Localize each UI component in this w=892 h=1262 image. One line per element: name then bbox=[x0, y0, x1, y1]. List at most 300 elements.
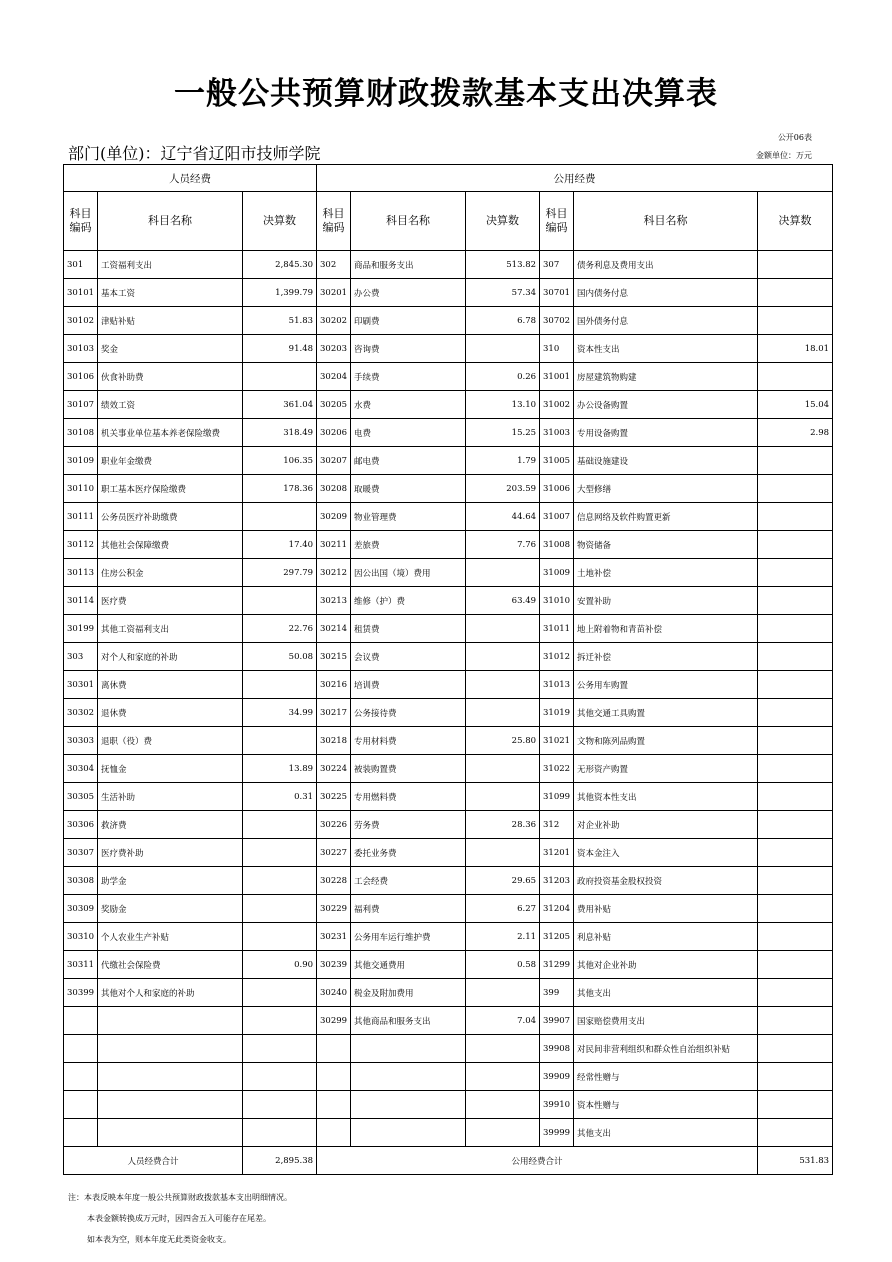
cell-name: 其他社会保障缴费 bbox=[98, 531, 243, 559]
cell-amount: 6.27 bbox=[466, 895, 540, 923]
cell-name: 专用材料费 bbox=[351, 727, 466, 755]
cell-code: 30299 bbox=[317, 1007, 351, 1035]
cell-code: 30306 bbox=[64, 811, 98, 839]
cell-code: 30217 bbox=[317, 699, 351, 727]
cell-code: 39907 bbox=[540, 1007, 574, 1035]
cell-name: 医疗费 bbox=[98, 587, 243, 615]
cell-amount bbox=[466, 839, 540, 867]
cell-code: 31005 bbox=[540, 447, 574, 475]
table-row bbox=[64, 363, 833, 391]
table-row bbox=[64, 895, 833, 923]
cell-amount bbox=[466, 1119, 540, 1147]
cell-code: 30302 bbox=[64, 699, 98, 727]
cell-amount: 297.79 bbox=[243, 559, 317, 587]
cell-name: 印刷费 bbox=[351, 307, 466, 335]
public-total-label: 公用经费合计 bbox=[317, 1147, 758, 1175]
cell-code: 31010 bbox=[540, 587, 574, 615]
table-row bbox=[64, 615, 833, 643]
cell-name: 奖金 bbox=[98, 335, 243, 363]
cell-name: 其他资本性支出 bbox=[574, 783, 758, 811]
table-row bbox=[64, 1007, 833, 1035]
cell-amount: 1.79 bbox=[466, 447, 540, 475]
cell-amount bbox=[466, 671, 540, 699]
cell-amount bbox=[243, 363, 317, 391]
cell-amount bbox=[758, 251, 833, 279]
cell-amount: 178.36 bbox=[243, 475, 317, 503]
cell-code: 399 bbox=[540, 979, 574, 1007]
cell-name bbox=[351, 1091, 466, 1119]
cell-name: 商品和服务支出 bbox=[351, 251, 466, 279]
cell-code: 31011 bbox=[540, 615, 574, 643]
cell-code: 30301 bbox=[64, 671, 98, 699]
cell-amount bbox=[758, 447, 833, 475]
cell-amount bbox=[758, 1091, 833, 1119]
cell-amount: 2.98 bbox=[758, 419, 833, 447]
table-row bbox=[64, 839, 833, 867]
cell-name: 拆迁补偿 bbox=[574, 643, 758, 671]
table-row bbox=[64, 727, 833, 755]
cell-code: 30113 bbox=[64, 559, 98, 587]
cell-code: 31003 bbox=[540, 419, 574, 447]
table-row bbox=[64, 1091, 833, 1119]
cell-amount bbox=[758, 727, 833, 755]
cell-code bbox=[64, 1091, 98, 1119]
cell-code: 30303 bbox=[64, 727, 98, 755]
cell-code: 30203 bbox=[317, 335, 351, 363]
cell-code: 31012 bbox=[540, 643, 574, 671]
cell-name: 会议费 bbox=[351, 643, 466, 671]
note-line: 如本表为空，则本年度无此类资金收支。 bbox=[87, 1235, 231, 1244]
cell-name: 国家赔偿费用支出 bbox=[574, 1007, 758, 1035]
cell-amount: 29.65 bbox=[466, 867, 540, 895]
table-row bbox=[64, 979, 833, 1007]
cell-amount: 203.59 bbox=[466, 475, 540, 503]
cell-amount bbox=[466, 335, 540, 363]
department-label: 部门(单位)：辽宁省辽阳市技师学院 bbox=[68, 144, 321, 163]
table-row bbox=[64, 923, 833, 951]
cell-name: 经常性赠与 bbox=[574, 1063, 758, 1091]
cell-name: 职工基本医疗保险缴费 bbox=[98, 475, 243, 503]
table-row bbox=[64, 587, 833, 615]
cell-name: 税金及附加费用 bbox=[351, 979, 466, 1007]
cell-code: 30112 bbox=[64, 531, 98, 559]
cell-code: 30309 bbox=[64, 895, 98, 923]
cell-code bbox=[317, 1063, 351, 1091]
cell-amount bbox=[758, 895, 833, 923]
cell-amount bbox=[466, 615, 540, 643]
cell-amount bbox=[243, 587, 317, 615]
cell-name: 因公出国（境）费用 bbox=[351, 559, 466, 587]
cell-name: 电费 bbox=[351, 419, 466, 447]
cell-amount: 1,399.79 bbox=[243, 279, 317, 307]
cell-amount bbox=[758, 979, 833, 1007]
cell-code: 302 bbox=[317, 251, 351, 279]
personnel-total-value: 2,895.38 bbox=[243, 1147, 317, 1175]
cell-amount: 18.01 bbox=[758, 335, 833, 363]
cell-amount: 361.04 bbox=[243, 391, 317, 419]
cell-code: 301 bbox=[64, 251, 98, 279]
cell-amount bbox=[758, 1007, 833, 1035]
cell-code: 30311 bbox=[64, 951, 98, 979]
cell-code: 31022 bbox=[540, 755, 574, 783]
cell-code: 30310 bbox=[64, 923, 98, 951]
cell-name: 机关事业单位基本养老保险缴费 bbox=[98, 419, 243, 447]
cell-code: 30106 bbox=[64, 363, 98, 391]
cell-name: 无形资产购置 bbox=[574, 755, 758, 783]
cell-amount: 17.40 bbox=[243, 531, 317, 559]
cell-amount: 13.10 bbox=[466, 391, 540, 419]
expenditure-table bbox=[63, 164, 833, 1175]
totals-row bbox=[64, 1147, 833, 1175]
cell-name: 物资储备 bbox=[574, 531, 758, 559]
cell-amount: 0.26 bbox=[466, 363, 540, 391]
cell-name: 咨询费 bbox=[351, 335, 466, 363]
cell-amount: 0.31 bbox=[243, 783, 317, 811]
cell-amount bbox=[758, 503, 833, 531]
table-row bbox=[64, 475, 833, 503]
col-header-name: 科目名称 bbox=[98, 192, 243, 251]
cell-name: 其他工资福利支出 bbox=[98, 615, 243, 643]
col-header-amount: 决算数 bbox=[243, 192, 317, 251]
table-row bbox=[64, 251, 833, 279]
cell-code: 30202 bbox=[317, 307, 351, 335]
cell-amount: 2,845.30 bbox=[243, 251, 317, 279]
cell-code: 30226 bbox=[317, 811, 351, 839]
cell-name: 房屋建筑物购建 bbox=[574, 363, 758, 391]
cell-amount bbox=[758, 755, 833, 783]
cell-name: 维修（护）费 bbox=[351, 587, 466, 615]
col-header-code: 科目编码 bbox=[540, 192, 574, 251]
cell-name: 大型修缮 bbox=[574, 475, 758, 503]
cell-code bbox=[317, 1091, 351, 1119]
cell-name: 文物和陈列品购置 bbox=[574, 727, 758, 755]
cell-code: 30110 bbox=[64, 475, 98, 503]
cell-amount bbox=[466, 1091, 540, 1119]
cell-name: 专用燃料费 bbox=[351, 783, 466, 811]
cell-name: 委托业务费 bbox=[351, 839, 466, 867]
cell-name: 抚恤金 bbox=[98, 755, 243, 783]
table-row bbox=[64, 279, 833, 307]
cell-code: 30211 bbox=[317, 531, 351, 559]
cell-name: 物业管理费 bbox=[351, 503, 466, 531]
cell-name: 住房公积金 bbox=[98, 559, 243, 587]
cell-name: 培训费 bbox=[351, 671, 466, 699]
cell-amount: 44.64 bbox=[466, 503, 540, 531]
cell-name: 代缴社会保险费 bbox=[98, 951, 243, 979]
cell-name: 公务员医疗补助缴费 bbox=[98, 503, 243, 531]
cell-name: 助学金 bbox=[98, 867, 243, 895]
cell-code: 30199 bbox=[64, 615, 98, 643]
cell-amount bbox=[466, 699, 540, 727]
cell-amount bbox=[243, 811, 317, 839]
cell-code: 30239 bbox=[317, 951, 351, 979]
cell-code: 31205 bbox=[540, 923, 574, 951]
cell-amount bbox=[758, 643, 833, 671]
cell-code: 30225 bbox=[317, 783, 351, 811]
cell-name: 福利费 bbox=[351, 895, 466, 923]
cell-name: 政府投资基金股权投资 bbox=[574, 867, 758, 895]
personnel-total-label: 人员经费合计 bbox=[64, 1147, 243, 1175]
cell-name bbox=[351, 1035, 466, 1063]
cell-code bbox=[64, 1007, 98, 1035]
cell-name: 其他对个人和家庭的补助 bbox=[98, 979, 243, 1007]
cell-amount: 7.04 bbox=[466, 1007, 540, 1035]
cell-code: 39908 bbox=[540, 1035, 574, 1063]
cell-name: 信息网络及软件购置更新 bbox=[574, 503, 758, 531]
cell-code: 31006 bbox=[540, 475, 574, 503]
cell-amount bbox=[758, 671, 833, 699]
cell-name bbox=[98, 1091, 243, 1119]
cell-code: 31008 bbox=[540, 531, 574, 559]
cell-code: 30701 bbox=[540, 279, 574, 307]
cell-name: 对个人和家庭的补助 bbox=[98, 643, 243, 671]
cell-code: 30103 bbox=[64, 335, 98, 363]
cell-name: 退职（役）费 bbox=[98, 727, 243, 755]
cell-amount: 15.04 bbox=[758, 391, 833, 419]
cell-name: 办公费 bbox=[351, 279, 466, 307]
cell-amount bbox=[466, 783, 540, 811]
table-row bbox=[64, 531, 833, 559]
cell-code: 39909 bbox=[540, 1063, 574, 1091]
cell-amount: 57.34 bbox=[466, 279, 540, 307]
cell-code: 30108 bbox=[64, 419, 98, 447]
cell-code: 30209 bbox=[317, 503, 351, 531]
cell-code: 30213 bbox=[317, 587, 351, 615]
table-row bbox=[64, 419, 833, 447]
cell-name: 租赁费 bbox=[351, 615, 466, 643]
cell-amount: 0.90 bbox=[243, 951, 317, 979]
table-row bbox=[64, 643, 833, 671]
cell-code: 30208 bbox=[317, 475, 351, 503]
cell-amount bbox=[243, 867, 317, 895]
cell-name: 资本金注入 bbox=[574, 839, 758, 867]
cell-name: 离休费 bbox=[98, 671, 243, 699]
cell-amount bbox=[758, 531, 833, 559]
cell-code: 30399 bbox=[64, 979, 98, 1007]
cell-amount bbox=[466, 1035, 540, 1063]
cell-code: 30214 bbox=[317, 615, 351, 643]
cell-name: 专用设备购置 bbox=[574, 419, 758, 447]
cell-amount bbox=[758, 923, 833, 951]
cell-amount: 7.76 bbox=[466, 531, 540, 559]
cell-name: 资本性赠与 bbox=[574, 1091, 758, 1119]
table-row bbox=[64, 391, 833, 419]
cell-amount: 91.48 bbox=[243, 335, 317, 363]
cell-code: 31099 bbox=[540, 783, 574, 811]
cell-code: 39910 bbox=[540, 1091, 574, 1119]
cell-amount bbox=[243, 1035, 317, 1063]
cell-name: 地上附着物和青苗补偿 bbox=[574, 615, 758, 643]
note-line: 注：本表反映本年度一般公共预算财政拨款基本支出明细情况。 bbox=[68, 1193, 292, 1202]
cell-name: 其他支出 bbox=[574, 1119, 758, 1147]
cell-amount: 13.89 bbox=[243, 755, 317, 783]
cell-amount bbox=[758, 307, 833, 335]
cell-name: 对民间非营利组织和群众性自治组织补贴 bbox=[574, 1035, 758, 1063]
cell-name: 邮电费 bbox=[351, 447, 466, 475]
cell-amount: 25.80 bbox=[466, 727, 540, 755]
cell-amount bbox=[466, 643, 540, 671]
cell-name bbox=[98, 1007, 243, 1035]
cell-amount: 51.83 bbox=[243, 307, 317, 335]
table-row bbox=[64, 307, 833, 335]
cell-amount bbox=[758, 1119, 833, 1147]
cell-code: 30305 bbox=[64, 783, 98, 811]
cell-amount: 22.76 bbox=[243, 615, 317, 643]
cell-amount bbox=[758, 951, 833, 979]
table-row bbox=[64, 783, 833, 811]
cell-name: 债务利息及费用支出 bbox=[574, 251, 758, 279]
cell-amount bbox=[466, 755, 540, 783]
cell-name: 安置补助 bbox=[574, 587, 758, 615]
cell-code: 30228 bbox=[317, 867, 351, 895]
col-header-code: 科目编码 bbox=[64, 192, 98, 251]
cell-code: 31019 bbox=[540, 699, 574, 727]
cell-name: 取暖费 bbox=[351, 475, 466, 503]
cell-amount bbox=[243, 839, 317, 867]
cell-name: 伙食补助费 bbox=[98, 363, 243, 391]
cell-code bbox=[317, 1119, 351, 1147]
cell-name: 个人农业生产补贴 bbox=[98, 923, 243, 951]
unit-label: 金额单位：万元 bbox=[756, 151, 812, 160]
cell-name: 手续费 bbox=[351, 363, 466, 391]
cell-code: 31009 bbox=[540, 559, 574, 587]
cell-amount: 28.36 bbox=[466, 811, 540, 839]
group-header-public: 公用经费 bbox=[317, 165, 833, 192]
cell-name: 费用补贴 bbox=[574, 895, 758, 923]
cell-name: 利息补贴 bbox=[574, 923, 758, 951]
table-row bbox=[64, 447, 833, 475]
cell-name: 生活补助 bbox=[98, 783, 243, 811]
cell-amount bbox=[243, 1007, 317, 1035]
cell-amount bbox=[758, 1063, 833, 1091]
cell-name: 其他商品和服务支出 bbox=[351, 1007, 466, 1035]
cell-code: 31204 bbox=[540, 895, 574, 923]
cell-amount: 15.25 bbox=[466, 419, 540, 447]
cell-code: 31021 bbox=[540, 727, 574, 755]
cell-code: 303 bbox=[64, 643, 98, 671]
cell-code: 30216 bbox=[317, 671, 351, 699]
table-row bbox=[64, 1035, 833, 1063]
cell-amount bbox=[758, 279, 833, 307]
cell-name: 劳务费 bbox=[351, 811, 466, 839]
cell-code: 30201 bbox=[317, 279, 351, 307]
cell-name: 奖励金 bbox=[98, 895, 243, 923]
cell-name: 其他对企业补助 bbox=[574, 951, 758, 979]
cell-name bbox=[98, 1035, 243, 1063]
cell-code: 31001 bbox=[540, 363, 574, 391]
table-row bbox=[64, 755, 833, 783]
cell-code: 31007 bbox=[540, 503, 574, 531]
cell-name: 其他交通工具购置 bbox=[574, 699, 758, 727]
cell-amount bbox=[243, 895, 317, 923]
cell-name bbox=[98, 1119, 243, 1147]
cell-name: 国外债务付息 bbox=[574, 307, 758, 335]
cell-code: 30102 bbox=[64, 307, 98, 335]
cell-amount bbox=[758, 867, 833, 895]
public-total-value: 531.83 bbox=[758, 1147, 833, 1175]
table-row bbox=[64, 811, 833, 839]
table-row bbox=[64, 1063, 833, 1091]
cell-amount bbox=[758, 587, 833, 615]
table-row bbox=[64, 671, 833, 699]
cell-code: 312 bbox=[540, 811, 574, 839]
cell-name: 职业年金缴费 bbox=[98, 447, 243, 475]
cell-name: 绩效工资 bbox=[98, 391, 243, 419]
table-row bbox=[64, 951, 833, 979]
cell-name: 公务用车运行维护费 bbox=[351, 923, 466, 951]
cell-code bbox=[64, 1119, 98, 1147]
cell-code: 30107 bbox=[64, 391, 98, 419]
col-header-code: 科目编码 bbox=[317, 192, 351, 251]
group-header-personnel: 人员经费 bbox=[64, 165, 317, 192]
cell-name bbox=[98, 1063, 243, 1091]
table-body bbox=[64, 251, 833, 1147]
cell-code bbox=[64, 1063, 98, 1091]
cell-amount bbox=[243, 979, 317, 1007]
cell-amount: 2.11 bbox=[466, 923, 540, 951]
cell-code: 30227 bbox=[317, 839, 351, 867]
table-row bbox=[64, 1119, 833, 1147]
cell-amount bbox=[243, 1119, 317, 1147]
cell-code: 30304 bbox=[64, 755, 98, 783]
cell-code: 30205 bbox=[317, 391, 351, 419]
cell-amount bbox=[243, 503, 317, 531]
cell-amount bbox=[758, 1035, 833, 1063]
cell-amount bbox=[758, 363, 833, 391]
cell-name: 资本性支出 bbox=[574, 335, 758, 363]
cell-amount: 106.35 bbox=[243, 447, 317, 475]
cell-code: 307 bbox=[540, 251, 574, 279]
cell-code: 31002 bbox=[540, 391, 574, 419]
cell-amount bbox=[758, 615, 833, 643]
cell-amount bbox=[758, 783, 833, 811]
cell-code: 310 bbox=[540, 335, 574, 363]
cell-code: 31299 bbox=[540, 951, 574, 979]
table-row bbox=[64, 503, 833, 531]
cell-name: 办公设备购置 bbox=[574, 391, 758, 419]
cell-code: 30114 bbox=[64, 587, 98, 615]
table-row bbox=[64, 867, 833, 895]
cell-name: 土地补偿 bbox=[574, 559, 758, 587]
cell-code: 30231 bbox=[317, 923, 351, 951]
table-code: 公开06表 bbox=[777, 133, 812, 142]
cell-name: 被装购置费 bbox=[351, 755, 466, 783]
cell-code: 30207 bbox=[317, 447, 351, 475]
cell-name: 公务接待费 bbox=[351, 699, 466, 727]
table-row bbox=[64, 335, 833, 363]
cell-name: 医疗费补助 bbox=[98, 839, 243, 867]
cell-name: 国内债务付息 bbox=[574, 279, 758, 307]
cell-code: 30204 bbox=[317, 363, 351, 391]
cell-name: 公务用车购置 bbox=[574, 671, 758, 699]
cell-amount bbox=[758, 699, 833, 727]
col-header-amount: 决算数 bbox=[758, 192, 833, 251]
page-title: 一般公共预算财政拨款基本支出决算表 bbox=[174, 76, 718, 112]
cell-amount bbox=[758, 559, 833, 587]
cell-code: 39999 bbox=[540, 1119, 574, 1147]
cell-amount bbox=[243, 1091, 317, 1119]
cell-code: 31201 bbox=[540, 839, 574, 867]
cell-amount bbox=[466, 979, 540, 1007]
cell-amount bbox=[466, 559, 540, 587]
cell-code: 31013 bbox=[540, 671, 574, 699]
cell-name: 救济费 bbox=[98, 811, 243, 839]
cell-code bbox=[64, 1035, 98, 1063]
cell-amount bbox=[466, 1063, 540, 1091]
cell-code: 30215 bbox=[317, 643, 351, 671]
cell-name: 基本工资 bbox=[98, 279, 243, 307]
notes bbox=[68, 1187, 292, 1250]
